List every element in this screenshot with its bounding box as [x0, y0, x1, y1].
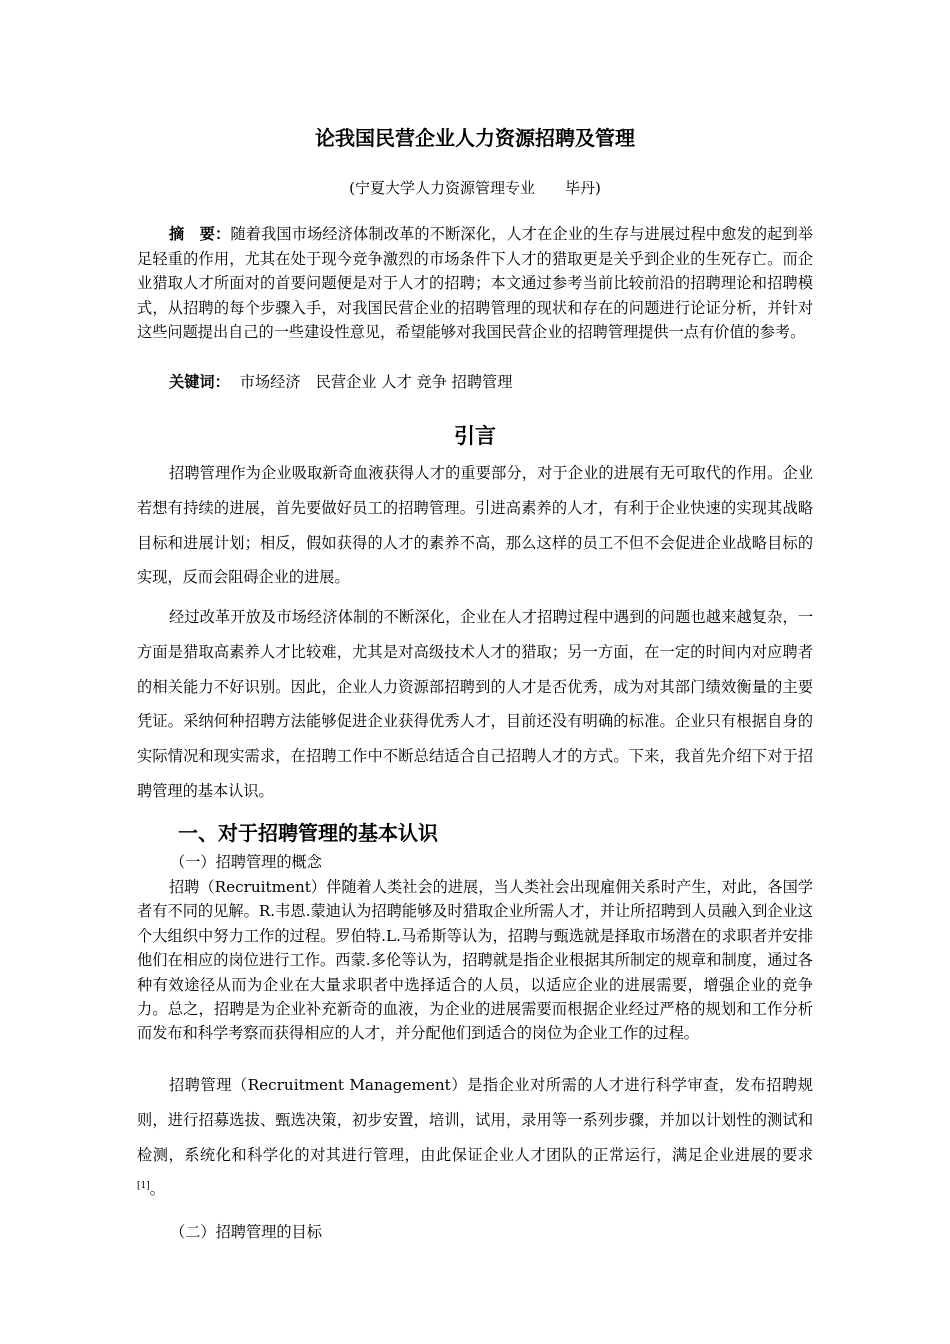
abstract [137, 222, 813, 345]
keywords-label: 关键词： [169, 373, 230, 391]
intro-heading: 引言 [454, 424, 496, 448]
keywords [169, 371, 512, 392]
abstract-label: 摘 要： [169, 225, 231, 243]
intro-paragraph-1: 招聘管理作为企业吸取新奇血液获得人才的重要部分，对于企业的进展有无可取代的作用。企业若想有持续的进展，首先要做好员工的招聘管理。引进高素养的人才，有利于企业快速的实现其战略目标和进展计划；相反，假如获得的人才的素养不高，那么这样的员工不但不会促进企业战略目标的实现，反而会阻碍企业的进展。 [137, 464, 813, 587]
subsection-1-heading: （一）招聘管理的概念 [170, 853, 322, 871]
section-1-paragraph-1: 招聘（Recruitment）伴随着人类社会的进展，当人类社会出现雇佣关系时产生，对此，各国学者有不同的见解。R.韦恩.蒙迪认为招聘能够及时猎取企业所需人才，并让所招聘到人员融入到企业这个大组织中努力工作的过程。罗伯特.L.马希斯等认为，招聘与甄选就是择取市场潜在的求职者并安排他们在相应的岗位进行工作。西蒙.多伦等认为，招聘就是指企业根据其所制定的规章和制度，通过各种有效途径从而为企业在大量求职者中选择适合的人员，以适应企业的进展需要，增强企业的竞争力。总之，招聘是为企业补充新奇的血液，为企业的进展需要而根据企业经过严格的规划和工作分析而发布和科学考察而获得相应的人才，并分配他们到适合的岗位为企业工作的过程。 [137, 878, 813, 1043]
section-1-paragraph-2-text: 招聘管理（Recruitment Management）是指企业对所需的人才进行科学审查，发布招聘规则，进行招募选拔、甄选决策，初步安置，培训，试用，录用等一系列步骤，并加以计划性的测试和检测，系统化和科学化的对其进行管理，由此保证企业人才团队的正常运行，满足企业进展的要求 [137, 1076, 813, 1164]
subsection-2-heading: （二）招聘管理的目标 [170, 1223, 322, 1241]
abstract-text: 随着我国市场经济体制改革的不断深化，人才在企业的生存与进展过程中愈发的起到举足轻重的作用，尤其在处于现今竞争激烈的市场条件下人才的猎取更是关乎到企业的生死存亡。而企业猎取人才所面对的首要问题便是对于人才的招聘；本文通过参考当前比较前沿的招聘理论和招聘模式，从招聘的每个步骤入手，对我国民营企业的招聘管理的现状和存在的问题进行论证分析，并针对这些问题提出自己的一些建设性意见，希望能够对我国民营企业的招聘管理提供一点有价值的参考。 [137, 225, 814, 342]
author-line: (宁夏大学人力资源管理专业 毕丹) [349, 179, 601, 197]
intro-paragraph-2: 经过改革开放及市场经济体制的不断深化，企业在人才招聘过程中遇到的问题也越来越复杂，一方面是猎取高素养人才比较难，尤其是对高级技术人才的猎取；另一方面，在一定的时间内对应聘者的相关能力不好识别。因此，企业人力资源部招聘到的人才是否优秀，成为对其部门绩效衡量的主要凭证。采纳何种招聘方法能够促进企业获得优秀人才，目前还没有明确的标准。企业只有根据自身的实际情况和现实需求，在招聘工作中不断总结适合自己招聘人才的方式。下来，我首先介绍下对于招聘管理的基本认识。 [137, 608, 813, 800]
section-1-paragraph-2 [137, 1068, 813, 1207]
section-1-heading: 一、对于招聘管理的基本认识 [178, 821, 438, 845]
citation-marker: [1] [137, 1181, 150, 1192]
document-title: 论我国民营企业人力资源招聘及管理 [315, 126, 635, 150]
section-1-paragraph-2-end: 。 [149, 1180, 165, 1199]
keywords-text: 市场经济 民营企业 人才 竞争 招聘管理 [239, 373, 513, 391]
